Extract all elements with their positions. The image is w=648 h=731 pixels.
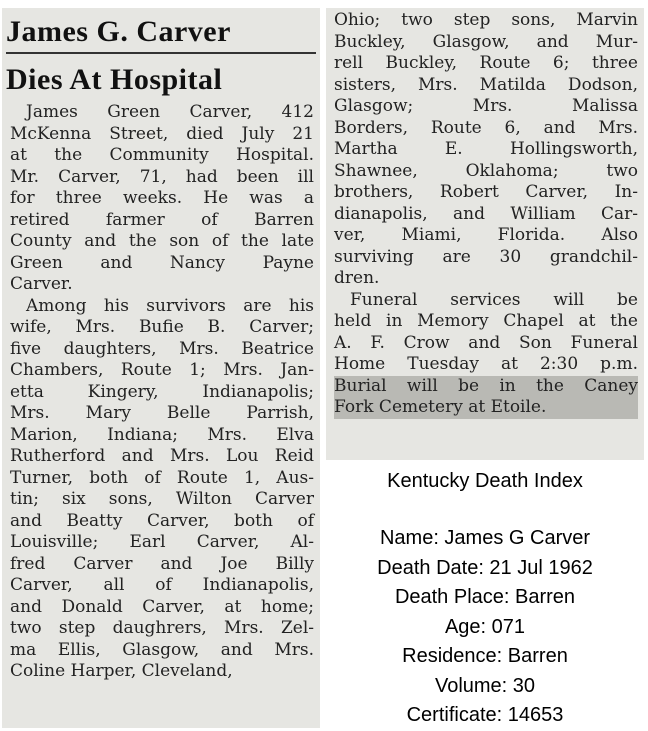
headline-line-2: Dies At Hospital [6,63,223,96]
obituary-text-line: sisters, Mrs. Matilda Dodson, [334,74,638,95]
index-field: Residence: Barren [402,645,568,667]
obituary-clipping-left-column [2,8,320,728]
obituary-text-line: Ohio; two step sons, Marvin [334,10,638,30]
obituary-text-line: ma Ellis, Glasgow, and Mrs. [10,639,314,660]
obituary-text-line: brothers, Robert Carver, In- [334,182,638,202]
index-field: Name: James G Carver [379,527,591,549]
obituary-text-line: dianapolis, and William Car- [334,203,638,224]
obituary-text-line: Green and Nancy Payne [10,252,314,273]
obituary-text-line: Fork Cemetery at Etoile. [334,397,638,419]
obituary-text-line: Turner, both of Route 1, Aus- [10,467,314,488]
obituary-clipping-right-column [326,8,644,460]
obituary-text-line: etta Kingery, Indianapolis; [10,381,314,402]
obituary-text-line: Burial will be in the Caney [334,375,638,396]
obituary-body-right [326,8,644,419]
obituary-text-line: Borders, Route 6, and Mrs. [334,117,638,138]
obituary-text-line: Louisville; Earl Carver, Al- [10,532,314,552]
index-field: Death Date: 21 Jul 1962 [377,556,593,579]
obituary-text-line: for three weeks. He was a [10,188,314,208]
obituary-text-line: Chambers, Route 1; Mrs. Jan- [10,360,314,380]
headline-rule [6,52,316,54]
obituary-text-line: tin; six sons, Wilton Carver [10,489,314,509]
obituary-text-line: ver, Miami, Florida. Also [334,225,638,245]
obituary-text-line: Glasgow; Mrs. Malissa [334,96,638,116]
obituary-text-line: Coline Harper, Cleveland, [10,661,233,681]
obituary-text-line: Rutherford and Mrs. Lou Reid [10,446,314,466]
obituary-text-line: wife, Mrs. Bufie B. Carver; [10,317,314,337]
obituary-text-line: rell Buckley, Route 6; three [334,53,638,73]
index-field: Volume: 30 [434,674,536,697]
obituary-text-line: five daughters, Mrs. Beatrice [10,338,314,359]
obituary-text-line: Martha E. Hollingsworth, [334,139,638,159]
obituary-text-line: Buckley, Glasgow, and Mur- [334,31,638,52]
obituary-text-line: Mr. Carver, 71, had been ill [10,166,314,187]
index-field: Certificate: 14653 [406,704,564,726]
obituary-text-line: Carver, all of Indianapolis, [10,575,314,595]
obituary-text-line: James Green Carver, 412 [26,102,314,122]
obituary-text-line: Carver. [10,274,73,294]
obituary-text-line: Funeral services will be [350,289,638,310]
obituary-text-line: Home Tuesday at 2:30 p.m. [334,354,638,374]
obituary-text-line: A. F. Crow and Son Funeral [334,332,638,353]
obituary-text-line: at the Community Hospital. [10,145,314,165]
obituary-text-line: County and the son of the late [10,231,314,251]
obituary-text-line: McKenna Street, died July 21 [10,123,314,144]
headline-line-1: James G. Carver [6,15,231,48]
obituary-text-line: Mrs. Mary Belle Parrish, [10,403,314,423]
obituary-text-line: fred Carver and Joe Billy [10,553,314,574]
obituary-text-line: dren. [334,268,380,288]
obituary-body-left [2,98,320,683]
obituary-text-line: Among his survivors are his [26,295,314,316]
obituary-text-line: and Beatty Carver, both of [10,510,314,531]
obituary-text-line: Marion, Indiana; Mrs. Elva [10,424,314,445]
obituary-text-line: and Donald Carver, at home; [10,596,314,617]
obituary-text-line: held in Memory Chapel at the [334,311,638,331]
obituary-text-line: Shawnee, Oklahoma; two [334,160,638,181]
obituary-text-line: two step daughrers, Mrs. Zel- [10,618,314,638]
obituary-text-line: surviving are 30 grandchil- [334,246,638,267]
kentucky-death-index-record [326,460,644,728]
index-title: Kentucky Death Index [387,470,583,492]
index-field: Age: 071 [444,615,526,638]
index-field: Death Place: Barren [394,586,576,608]
obituary-text-line: retired farmer of Barren [10,209,314,230]
index-fields [326,524,644,731]
